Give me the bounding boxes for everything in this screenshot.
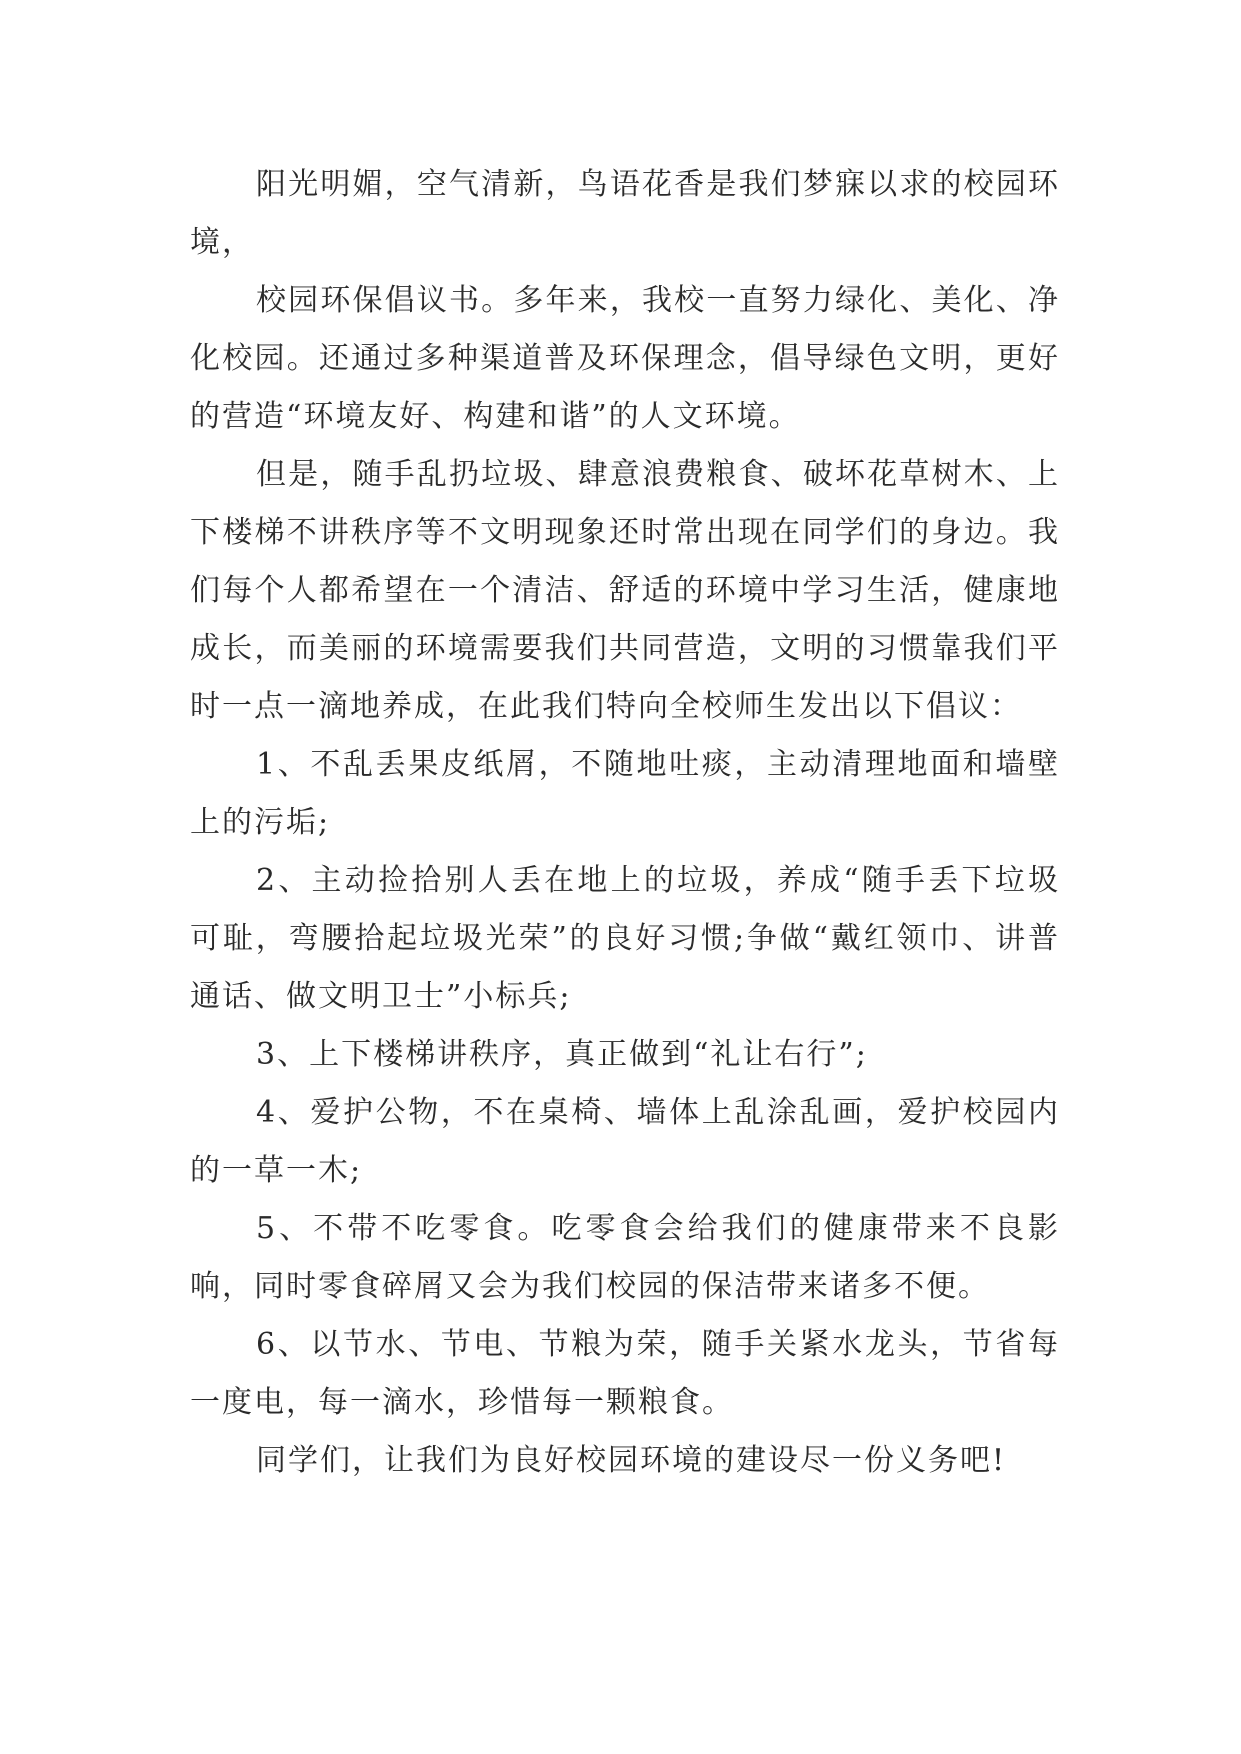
paragraph-initiative: 校园环保倡议书。多年来，我校一直努力绿化、美化、净化校园。还通过多种渠道普及环保理念，倡导绿色文明，更好的营造“环境友好、构建和谐”的人文环境。 bbox=[190, 283, 1060, 434]
document-body bbox=[190, 156, 1060, 1490]
proposal-item-1: 1、不乱丢果皮纸屑，不随地吐痰，主动清理地面和墙壁上的污垢; bbox=[190, 747, 1060, 840]
proposal-item-4: 4、爱护公物，不在桌椅、墙体上乱涂乱画，爱护校园内的一草一木; bbox=[190, 1095, 1060, 1188]
paragraph-closing: 同学们，让我们为良好校园环境的建设尽一份义务吧! bbox=[256, 1443, 1007, 1478]
proposal-item-2: 2、主动捡拾别人丢在地上的垃圾，养成“随手丢下垃圾可耻，弯腰拾起垃圾光荣”的良好习惯;争做“戴红领巾、讲普通话、做文明卫士”小标兵; bbox=[190, 863, 1060, 1014]
proposal-item-6: 6、以节水、节电、节粮为荣，随手关紧水龙头，节省每一度电，每一滴水，珍惜每一颗粮食。 bbox=[190, 1327, 1060, 1420]
proposal-item-5: 5、不带不吃零食。吃零食会给我们的健康带来不良影响，同时零食碎屑又会为我们校园的保洁带来诸多不便。 bbox=[190, 1211, 1060, 1304]
paragraph-intro: 阳光明媚，空气清新，鸟语花香是我们梦寐以求的校园环境， bbox=[190, 167, 1060, 260]
paragraph-problem: 但是，随手乱扔垃圾、肆意浪费粮食、破坏花草树木、上下楼梯不讲秩序等不文明现象还时常出现在同学们的身边。我们每个人都希望在一个清洁、舒适的环境中学习生活，健康地成长，而美丽的环境需要我们共同营造，文明的习惯靠我们平时一点一滴地养成，在此我们特向全校师生发出以下倡议： bbox=[190, 457, 1060, 724]
proposal-item-3: 3、上下楼梯讲秩序，真正做到“礼让右行”; bbox=[256, 1037, 868, 1072]
